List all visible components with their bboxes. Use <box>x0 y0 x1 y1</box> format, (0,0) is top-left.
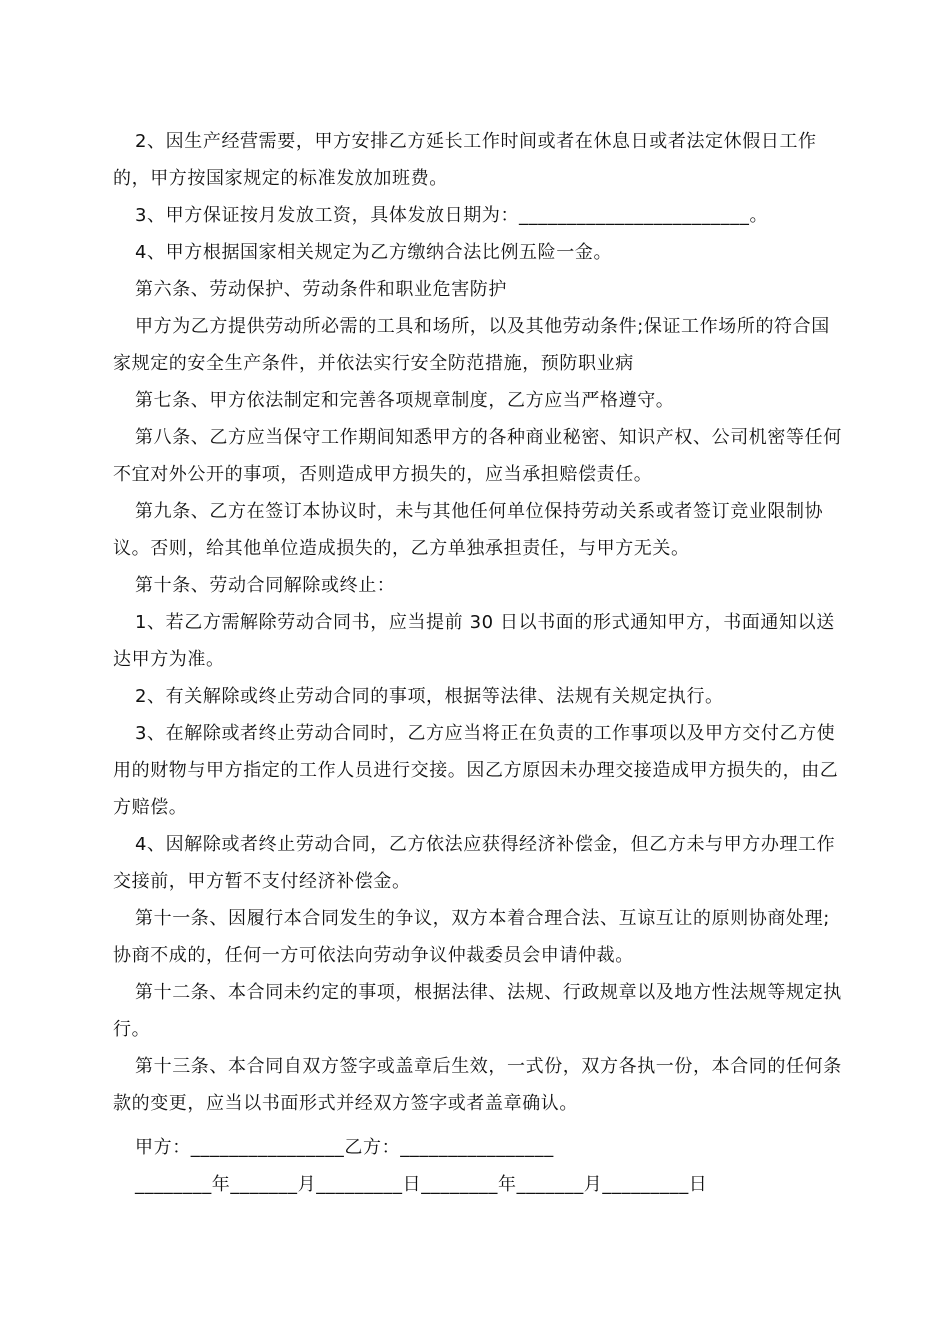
clause-paragraph: 3、甲方保证按月发放工资，具体发放日期为：________________________。 <box>135 205 769 226</box>
clause-paragraph: 第九条、乙方在签订本协议时，未与其他任何单位保持劳动关系或者签订竞业限制协议。否则，给其他单位造成损失的，乙方单独承担责任，与甲方无关。 <box>113 501 824 559</box>
clause-paragraph: 第十一条、因履行本合同发生的争议，双方本着合理合法、互谅互让的原则协商处理;协商不成的，任何一方可依法向劳动争议仲裁委员会申请仲裁。 <box>113 908 830 966</box>
clause-paragraph: 第八条、乙方应当保守工作期间知悉甲方的各种商业秘密、知识产权、公司机密等任何不宜对外公开的事项，否则造成甲方损失的，应当承担赔偿责任。 <box>113 427 842 485</box>
clause-paragraph: 3、在解除或者终止劳动合同时，乙方应当将正在负责的工作事项以及甲方交付乙方使用的财物与甲方指定的工作人员进行交接。因乙方原因未办理交接造成甲方损失的，由乙方赔偿。 <box>113 723 839 818</box>
signature-date-line: ________年_______月_________日________年_______月_________日 <box>135 1174 708 1195</box>
clause-paragraph: 第十二条、本合同未约定的事项，根据法律、法规、行政规章以及地方性法规等规定执行。 <box>113 982 842 1040</box>
section-heading: 第十条、劳动合同解除或终止： <box>135 575 396 596</box>
clause-paragraph: 2、有关解除或终止劳动合同的事项，根据等法律、法规有关规定执行。 <box>135 686 724 707</box>
clause-paragraph: 第十三条、本合同自双方签字或盖章后生效，一式份，双方各执一份，本合同的任何条款的变更，应当以书面形式并经双方签字或者盖章确认。 <box>113 1056 842 1114</box>
clause-paragraph: 2、因生产经营需要，甲方安排乙方延长工作时间或者在休息日或者法定休假日工作的，甲方按国家规定的标准发放加班费。 <box>113 131 817 189</box>
clause-paragraph: 4、因解除或者终止劳动合同，乙方依法应获得经济补偿金，但乙方未与甲方办理工作交接前，甲方暂不支付经济补偿金。 <box>113 834 836 892</box>
clause-paragraph: 4、甲方根据国家相关规定为乙方缴纳合法比例五险一金。 <box>135 242 613 263</box>
clause-paragraph: 1、若乙方需解除劳动合同书，应当提前 30 日以书面的形式通知甲方，书面通知以送达甲方为准。 <box>113 612 835 670</box>
clause-paragraph: 甲方为乙方提供劳动所必需的工具和场所，以及其他劳动条件;保证工作场所的符合国家规定的安全生产条件，并依法实行安全防范措施，预防职业病 <box>113 316 830 374</box>
signature-parties-line: 甲方：________________乙方：________________ <box>135 1137 554 1158</box>
clause-paragraph: 第七条、甲方依法制定和完善各项规章制度，乙方应当严格遵守。 <box>135 390 675 411</box>
section-heading: 第六条、劳动保护、劳动条件和职业危害防护 <box>135 279 507 300</box>
